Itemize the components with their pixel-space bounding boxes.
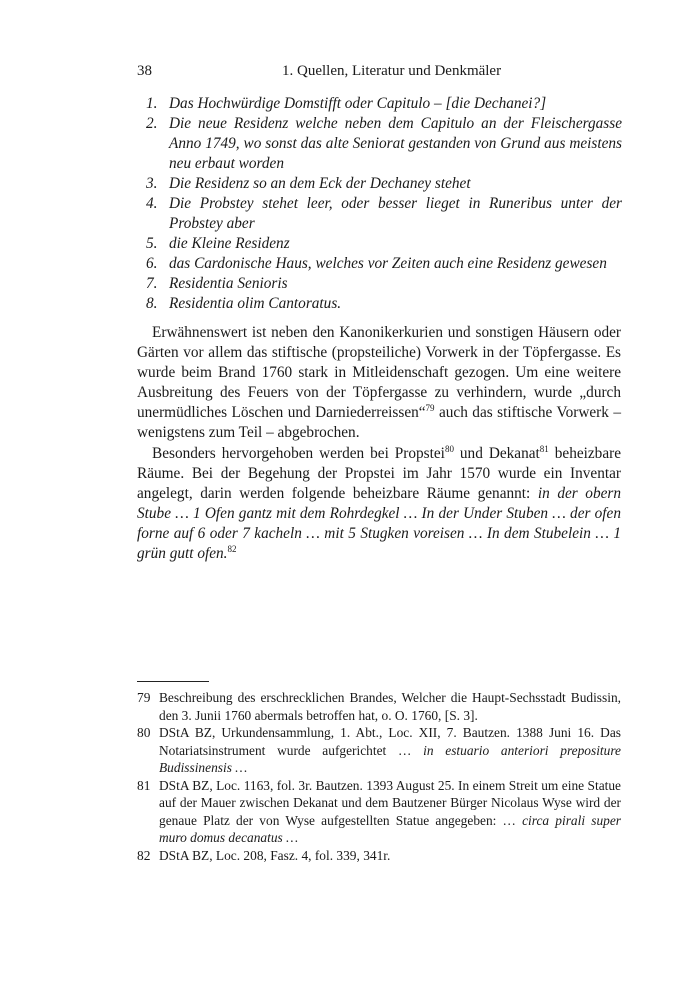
paragraph-text: Besonders hervorgehoben werden bei Propstei	[152, 445, 445, 462]
body-text	[137, 323, 621, 564]
footnote-82	[137, 847, 621, 865]
paragraph-text: beheizbare Räume. Bei der Begehung der Propstei im Jahr 1570 wurde ein Inventar angelegt, darin werden folgende beheizbare Räume genannt:	[137, 445, 622, 502]
footnote-80	[137, 724, 621, 777]
list-item-number: 2.	[146, 115, 158, 132]
footnote-text: DStA BZ, Loc. 208, Fasz. 4, fol. 339, 341r.	[159, 847, 391, 863]
list-item	[146, 274, 622, 294]
list-item	[146, 254, 622, 274]
list-item-number: 3.	[146, 175, 158, 192]
list-item-text: Residentia olim Cantoratus.	[169, 295, 342, 312]
list-item-text: das Cardonische Haus, welches vor Zeiten auch eine Residenz gewesen	[169, 255, 607, 272]
footnote-divider	[137, 681, 209, 682]
page-number: 38	[137, 63, 152, 79]
footnote-ref-82[interactable]: 82	[227, 543, 237, 554]
footnote-text: DStA BZ, Loc. 1163, fol. 3r. Bautzen. 1393 August 25. In einem Streit um eine Statue auf der Mauer zwischen Dekanat und dem Bautzener Bürger Nicolaus Wyse wird der genaue Platz der von Wyse aufgestellten Statue angegeben: …	[159, 777, 621, 828]
footnote-number: 79	[137, 690, 151, 705]
list-item-text: Residentia Senioris	[169, 275, 288, 292]
inventory-quote: in der obern Stube … 1 Ofen gantz mit dem Rohrdegkel … In der Under Stuben … der ofen forne auf 6 oder 7 kacheln … mit 5 Stugken voreisen … In dem Stubelein … 1 grün gutt ofen.	[137, 485, 621, 562]
footnote-ref-79[interactable]: 79	[425, 402, 435, 413]
list-item-text: Die Residenz so an dem Eck der Dechaney stehet	[169, 175, 471, 192]
list-item-number: 7.	[146, 275, 158, 292]
paragraph-heizbare-raeume	[137, 444, 621, 564]
footnote-number: 81	[137, 777, 151, 793]
list-item-number: 1.	[146, 95, 158, 112]
footnote-latin-quote: circa pirali super muro domus decanatus …	[159, 812, 621, 845]
footnote-text: Beschreibung des erschrecklichen Brandes, Welcher die Haupt-Sechsstadt Budissin, den 3. Junii 1760 abermals betroffen hat, o. O. 1760, [S. 3].	[159, 690, 621, 723]
paragraph-text: auch das stiftische Vorwerk – wenigstens zum Teil – abgebrochen.	[137, 404, 621, 441]
residence-list	[146, 94, 622, 314]
footnote-number: 82	[137, 847, 151, 863]
list-item-text: Das Hochwürdige Domstifft oder Capitulo – [die Dechanei?]	[169, 95, 547, 112]
paragraph-text: und Dekanat	[453, 445, 540, 462]
list-item-number: 5.	[146, 235, 158, 252]
list-item-number: 6.	[146, 255, 158, 272]
footnote-ref-80[interactable]: 80	[444, 443, 454, 454]
list-item	[146, 94, 622, 114]
footnotes	[137, 689, 621, 864]
paragraph-text: Erwähnenswert ist neben den Kanonikerkurien und sonstigen Häusern oder Gärten vor allem das stiftische (propsteiliche) Vorwerk in der Töpfergasse. Es wurde beim Brand 1760 stark in Mitleidenschaft gezogen. Um eine weitere Ausbreitung des Feuers von der Töpfergasse zu verhindern, wurde „durch unermüdliches Löschen und Darniederreissen“	[137, 324, 621, 421]
footnote-ref-81[interactable]: 81	[539, 443, 549, 454]
running-head: 1. Quellen, Literatur und Denkmäler	[282, 63, 502, 79]
footnote-latin-quote: in estuario anteriori prepositure Budissinensis …	[159, 742, 621, 775]
list-item	[146, 114, 622, 174]
list-item-text: Die Probstey stehet leer, oder besser lieget in Runeribus unter der Probstey aber	[169, 195, 622, 232]
footnote-text: DStA BZ, Urkundensammlung, 1. Abt., Loc. XII, 7. Bautzen. 1388 Juni 16. Das Notariatsinstrument wurde aufgerichtet …	[159, 725, 621, 758]
list-item	[146, 294, 622, 314]
list-item-number: 8.	[146, 295, 158, 312]
list-item	[146, 234, 622, 254]
list-item	[146, 194, 622, 234]
list-item-number: 4.	[146, 195, 158, 212]
footnote-number: 80	[137, 725, 151, 740]
footnote-79	[137, 689, 621, 724]
paragraph-vorwerk	[137, 323, 621, 443]
list-item	[146, 174, 622, 194]
footnote-81	[137, 777, 621, 847]
list-item-text: die Kleine Residenz	[169, 235, 290, 252]
list-item-text: Die neue Residenz welche neben dem Capitulo an der Fleischergasse Anno 1749, wo sonst das alte Seniorat gestanden von Grund aus meistens neu erbaut worden	[169, 115, 622, 172]
